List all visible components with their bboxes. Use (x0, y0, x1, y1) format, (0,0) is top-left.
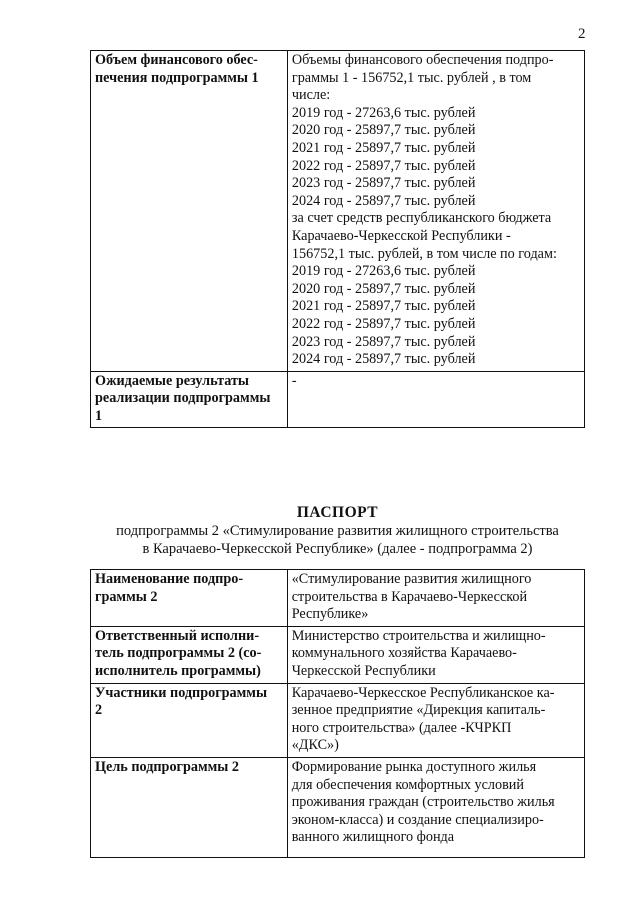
passport-subtitle-line: в Карачаево-Черкесской Республике» (далее - подпрограмма 2) (142, 541, 533, 557)
value-line: 2024 год - 25897,7 тыс. рублей (291, 351, 476, 368)
value-line: граммы 1 - 156752,1 тыс. рублей , в том (291, 69, 532, 86)
row-label-name (91, 570, 288, 627)
value-line: Республике» (291, 606, 369, 623)
label-line: Наименование подпро- (95, 571, 244, 587)
label-line: исполнитель программы) (95, 662, 261, 679)
value-line: зенное предприятие «Дирекция капиталь- (291, 702, 546, 719)
label-line: печения подпрограммы 1 (95, 69, 259, 86)
value-line: Объемы финансового обеспечения подпро- (291, 52, 554, 68)
page-number: 2 (578, 26, 586, 42)
passport-title: ПАСПОРТ (296, 504, 379, 521)
value-line: 2023 год - 25897,7 тыс. рублей (291, 175, 476, 192)
value-line: 2019 год - 27263,6 тыс. рублей (291, 104, 476, 121)
value-line: 2020 год - 25897,7 тыс. рублей (291, 280, 476, 297)
value-line: 2022 год - 25897,7 тыс. рублей (291, 157, 476, 174)
value-line: 2020 год - 25897,7 тыс. рублей (291, 122, 476, 139)
value-line: ванного жилищного фонда (291, 829, 455, 846)
value-line: 2023 год - 25897,7 тыс. рублей (291, 333, 476, 350)
table-row (91, 626, 585, 683)
row-value-results (287, 371, 584, 428)
value-line: ного строительства» (далее -КЧРКП (291, 719, 512, 736)
value-line: «Стимулирование развития жилищного (291, 571, 532, 587)
label-line: Участники подпрограммы (95, 684, 268, 701)
value-line: эконом-класса) и создание специализиро- (291, 811, 544, 828)
value-line: - (291, 372, 297, 389)
value-line: строительства в Карачаево-Черкесской (291, 588, 528, 605)
label-line: Ответственный исполни- (95, 627, 260, 644)
financing-table (90, 50, 585, 428)
value-line: 156752,1 тыс. рублей, в том числе по годам: (291, 245, 557, 262)
row-label-executor (91, 626, 288, 683)
value-line: коммунального хозяйства Карачаево- (291, 645, 517, 662)
row-label-financing (91, 51, 288, 372)
label-line: тель подпрограммы 2 (со- (95, 645, 262, 662)
table-row (91, 51, 585, 372)
row-label-results (91, 371, 288, 428)
table-row (91, 570, 585, 627)
label-line: 2 (95, 702, 103, 719)
value-line: Формирование рынка доступного жилья (291, 758, 537, 775)
row-value-participants (287, 683, 584, 757)
table-row (91, 371, 585, 428)
row-value-goal (287, 757, 584, 857)
row-value-name (287, 570, 584, 627)
value-line: 2024 год - 25897,7 тыс. рублей (291, 192, 476, 209)
label-line: 1 (95, 407, 103, 424)
value-line: за счет средств республиканского бюджета (291, 210, 552, 227)
row-label-participants (91, 683, 288, 757)
value-line: Министерство строительства и жилищно- (291, 627, 546, 644)
label-line: Цель подпрограммы 2 (95, 758, 240, 775)
label-line: реализации подпрограммы (95, 390, 271, 407)
row-value-executor (287, 626, 584, 683)
value-line: 2022 год - 25897,7 тыс. рублей (291, 315, 476, 332)
passport-subtitle-line: подпрограммы 2 «Стимулирование развития жилищного строительства (116, 523, 559, 539)
passport-heading (90, 504, 585, 558)
label-line: граммы 2 (95, 588, 158, 605)
value-line: числе: (291, 87, 331, 104)
row-label-goal (91, 757, 288, 857)
label-line: Объем финансового обес- (95, 52, 258, 68)
table-row (91, 683, 585, 757)
label-line: Ожидаемые результаты (95, 372, 249, 389)
value-line: Карачаево-Черкесской Республики - (291, 227, 511, 244)
value-line: проживания граждан (строительство жилья (291, 794, 555, 811)
value-line: 2019 год - 27263,6 тыс. рублей (291, 263, 476, 280)
row-value-financing (287, 51, 584, 372)
value-line: «ДКС») (291, 737, 339, 754)
table-row (91, 757, 585, 857)
value-line: 2021 год - 25897,7 тыс. рублей (291, 139, 476, 156)
passport-table (90, 569, 585, 858)
value-line: для обеспечения комфортных условий (291, 776, 524, 793)
value-line: 2021 год - 25897,7 тыс. рублей (291, 298, 476, 315)
value-line: Карачаево-Черкесское Республиканское ка- (291, 684, 555, 701)
value-line: Черкесской Республики (291, 662, 436, 679)
